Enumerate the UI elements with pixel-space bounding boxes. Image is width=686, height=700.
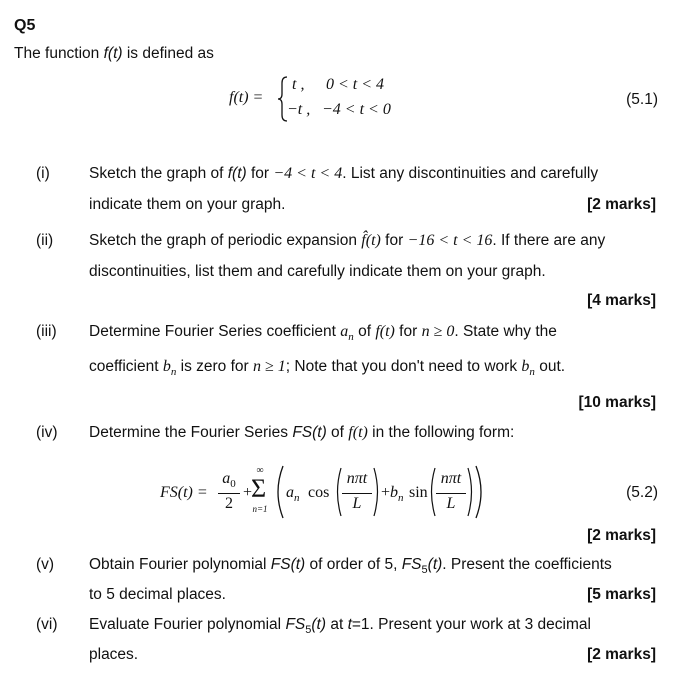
cos-label: cos [308,484,330,501]
question-label: Q5 [14,17,36,34]
case2-cond: −4 < t < 0 [322,101,391,118]
part-vi-line1: Evaluate Fourier polynomial $FS_5(t)$ at t=1. Present your work at 3 decimal [89,616,591,637]
equation-5-1-label: (5.1) [626,91,658,108]
part-v-line1: Obtain Fourier polynomial FS(t) of order of 5, $FS_5(t)$. Present the coefficients [89,556,612,577]
sin-label: sin [409,484,428,501]
part-iv-line1: Determine the Fourier Series FS(t) of f(t) in the following form: [89,424,515,441]
plus-sign: + [243,484,253,501]
an-term: $a_n$ [286,484,300,505]
part-i-line2: indicate them on your graph. [89,196,286,213]
bn-term: $b_n$ [390,484,404,505]
part-v-line2: to 5 decimal places. [89,586,226,603]
part-iii-marks: [10 marks] [578,394,656,411]
cos-numerator: nπt [346,470,368,487]
case2-expr: −t , [287,101,311,118]
part-ii-marks: [4 marks] [587,292,656,309]
fraction-two: 2 [225,495,233,512]
part-vi-line2: places. [89,646,139,663]
fraction-a0: $a_0$ [222,470,236,491]
part-v-number: (v) [36,556,55,573]
case1-cond: 0 < t < 4 [326,76,385,93]
cos-fraction-bar [342,493,372,494]
part-iv-number: (iv) [36,424,58,441]
case1-expr: t , [292,76,305,93]
part-vi-marks: [2 marks] [587,646,656,663]
part-iv-marks: [2 marks] [587,527,656,544]
equation-5-2-label: (5.2) [626,484,658,501]
plus-sign-2: + [381,484,391,501]
sin-fraction-bar [436,493,466,494]
part-ii-line2: discontinuities, list them and carefully indicate them on your graph. [89,263,546,280]
part-iii-line2: coefficient $b_n$ is zero for n ≥ 1; Note that you don't need to work $b_n$ out. [89,358,566,379]
part-i-number: (i) [36,165,50,182]
part-i-marks: [2 marks] [587,196,656,213]
part-ii-number: (ii) [36,232,54,249]
sum-lower-limit: n=1 [252,504,268,514]
fraction-bar-a0 [218,493,240,494]
equation-5-2-lhs: FS(t) = [160,484,208,501]
equation-5-1-lhs: f(t) = [229,89,264,106]
part-vi-number: (vi) [36,616,58,633]
sin-numerator: nπt [440,470,462,487]
big-paren-left [271,464,285,520]
part-i-line1: Sketch the graph of f(t) for −4 < t < 4. List any discontinuities and carefully [89,165,599,182]
part-ii-line1: Sketch the graph of periodic expansion f̂(t) for −16 < t < 16. If there are any [89,232,606,249]
cos-denominator: L [352,495,362,512]
sin-denominator: L [446,495,456,512]
sum-upper-limit: ∞ [256,465,264,476]
part-iii-line1: Determine Fourier Series coefficient $a_n$ of f(t) for n ≥ 0. State why the [89,323,557,344]
part-iii-number: (iii) [36,323,57,340]
sigma-icon: Σ [251,474,267,503]
big-paren-right [474,464,488,520]
part-v-marks: [5 marks] [587,586,656,603]
question-intro: The function f(t) is defined as [14,45,214,62]
